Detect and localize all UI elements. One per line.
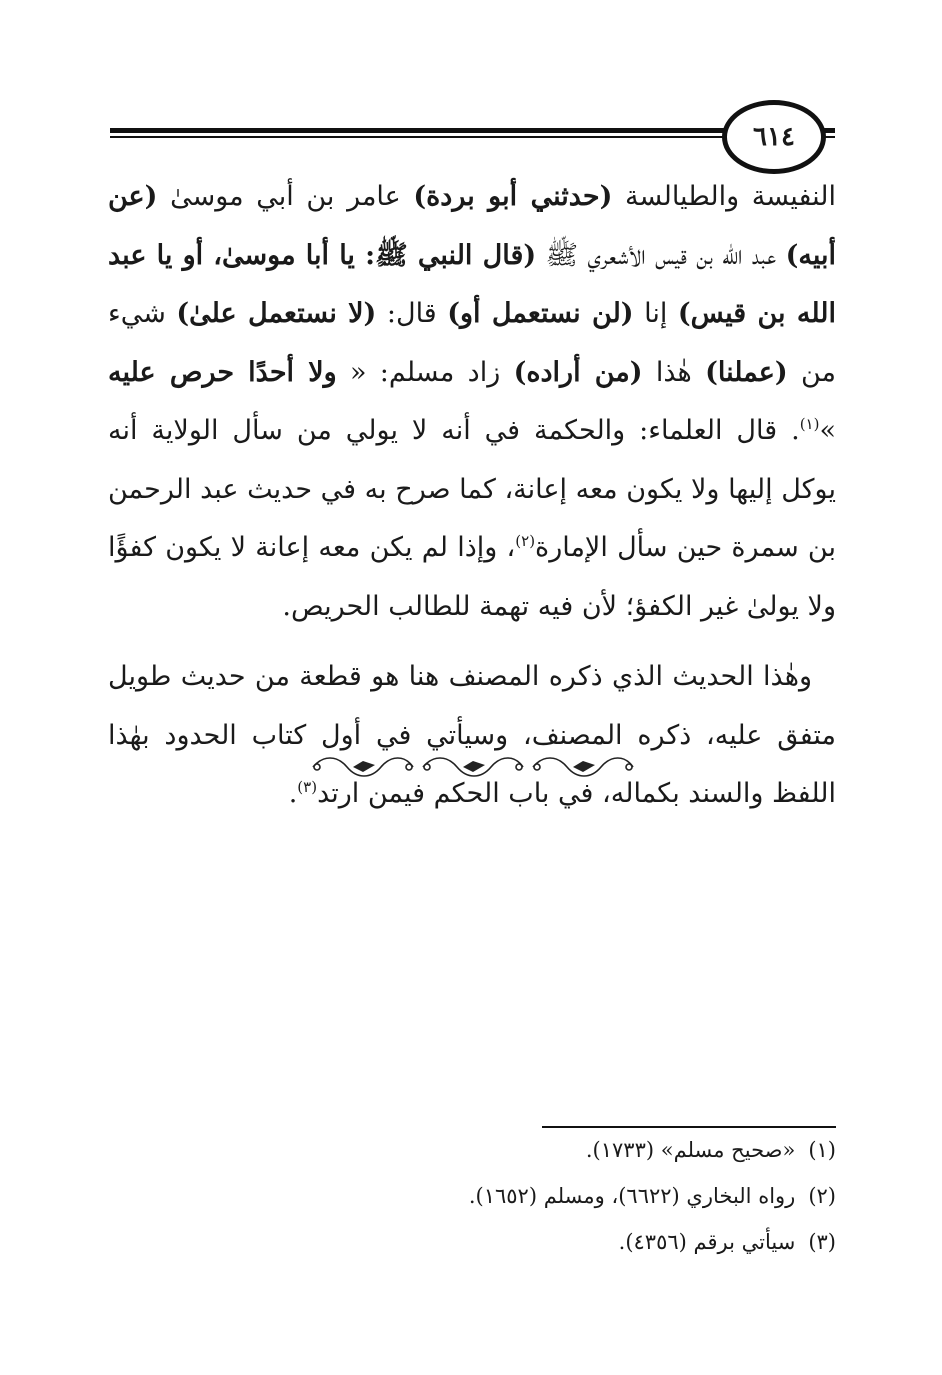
paragraph-1 [108,168,836,636]
text-run: شيء من [108,298,836,388]
footnote-2 [300,1184,836,1208]
ornament-divider [305,752,640,782]
footnote-ref: (٢) [515,532,536,550]
footnote-text: رواه البخاري (٦٦٢٢)، ومسلم (١٦٥٢). [468,1184,796,1208]
text-run: ، وإذا لم يكن معه إعانة لا يكون كفؤًا ولا يولىٰ غير الكفؤ؛ لأن فيه تهمة للطالب الحريص. [108,532,836,622]
text-run: هٰذا [642,356,706,388]
footnote-ref: (٣) [297,778,318,796]
footnote-text: «صحيح مسلم» (١٧٣٣). [585,1138,796,1162]
text-run: . [288,778,298,809]
footnote-separator [542,1126,836,1128]
text-run: عامر بن أبي موسىٰ [157,181,414,212]
page-number: ٦١٤ [722,100,826,174]
footnote-1 [300,1138,836,1162]
quoted-text: (من أراده) [513,356,643,388]
footnote-number: (٣) [808,1230,836,1254]
footnote-number: (١) [808,1138,836,1162]
quoted-text: (عن أبيه) [108,181,836,271]
footnote-3 [300,1230,836,1254]
quoted-text: (قال النبي ﷺ: يا أبا موسىٰ، أو يا عبد الله بن قيس) [108,239,836,329]
text-run: » [819,415,836,446]
text-run: النفيسة والطيالسة [612,181,836,212]
paragraph-2 [108,648,836,824]
text-run: قال: [376,298,448,329]
main-text [108,168,836,824]
footnote-text: سيأتي برقم (٤٣٥٦). [618,1230,796,1254]
footnote-ref: (١) [799,415,820,433]
text-run: إنا [633,298,678,329]
quoted-text: (حدثني أبو بردة) [413,181,613,212]
text-run: وهٰذا الحديث الذي ذكره المصنف هنا هو قطعة من حديث طويل متفق عليه، ذكره المصنف، وسيأتي في أول كتاب الحدود بهٰذا اللفظ والسند بكماله، في باب الحكم فيمن ارتد [108,661,836,809]
quoted-text: (لن نستعمل أو) [447,298,634,329]
ornament-leaves [353,761,595,772]
quoted-text: (عملنا) [705,356,788,388]
text-run: عبد الله بن قيس الأشعري ﷺ [536,239,786,271]
text-run: زاد مسلم: « [336,356,514,388]
footnotes [300,1138,836,1276]
text-run: . قال العلماء: والحكمة في أنه لا يولي من سأل الولاية أنه يوكل إليها ولا يكون معه إعانة، كما صرح به في حديث عبد الرحمن بن سمرة حين سأل الإمارة [108,415,836,563]
quoted-text: ولا أحدًا حرص عليه [108,356,337,388]
quoted-text: (لا نستعمل علىٰ) [176,298,377,329]
footnote-number: (٢) [808,1184,836,1208]
